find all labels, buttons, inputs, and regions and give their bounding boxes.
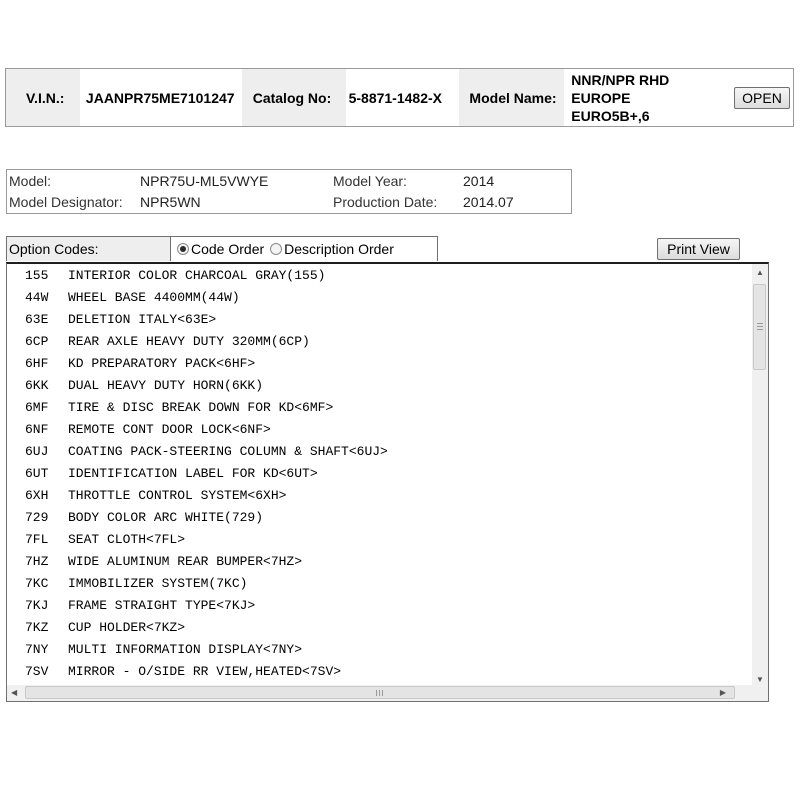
option-code: 7KJ <box>25 598 49 613</box>
option-description: TIRE & DISC BREAK DOWN FOR KD<6MF> <box>68 400 334 415</box>
description-order-label[interactable]: Description Order <box>284 241 394 257</box>
model-name-line: EUROPE <box>571 89 631 106</box>
option-description: IDENTIFICATION LABEL FOR KD<6UT> <box>68 466 318 481</box>
option-code: 7KC <box>25 576 49 591</box>
scroll-up-icon[interactable]: ▲ <box>756 268 764 277</box>
option-description: INTERIOR COLOR CHARCOAL GRAY(155) <box>68 268 326 283</box>
option-description: WIDE ALUMINUM REAR BUMPER<7HZ> <box>68 554 303 569</box>
option-code: 6MF <box>25 400 49 415</box>
vin-label: V.I.N.: <box>6 69 80 126</box>
option-code: 6NF <box>25 422 49 437</box>
option-description: REMOTE CONT DOOR LOCK<6NF> <box>68 422 271 437</box>
option-code: 729 <box>25 510 49 525</box>
print-view-button[interactable]: Print View <box>657 238 740 260</box>
scroll-down-icon[interactable]: ▼ <box>756 675 764 684</box>
description-order-radio[interactable] <box>270 241 394 257</box>
vertical-scrollbar[interactable] <box>752 264 768 686</box>
option-code: 6CP <box>25 334 49 349</box>
catalog-label: Catalog No: <box>242 69 346 126</box>
option-description: SEAT CLOTH<7FL> <box>68 532 186 547</box>
model-year-value: 2014 <box>463 173 495 189</box>
model-name-cell <box>564 69 793 126</box>
horizontal-scrollbar[interactable] <box>7 685 752 701</box>
option-code: 6UT <box>25 466 49 481</box>
option-code: 63E <box>25 312 49 327</box>
model-year-label: Model Year: <box>333 173 407 189</box>
model-name-line: NNR/NPR RHD <box>571 71 670 88</box>
option-code: 155 <box>25 268 49 283</box>
model-info-row <box>7 192 571 213</box>
option-description: DUAL HEAVY DUTY HORN(6KK) <box>68 378 264 393</box>
option-description: CUP HOLDER<7KZ> <box>68 620 186 635</box>
option-description: IMMOBILIZER SYSTEM(7KC) <box>68 576 248 591</box>
option-code: 6XH <box>25 488 49 503</box>
option-codes-bar <box>6 236 438 261</box>
option-code: 7HZ <box>25 554 49 569</box>
model-name-value <box>571 71 731 125</box>
option-code: 6HF <box>25 356 49 371</box>
option-code: 7FL <box>25 532 49 547</box>
option-description: REAR AXLE HEAVY DUTY 320MM(6CP) <box>68 334 310 349</box>
vertical-scroll-thumb[interactable] <box>753 284 766 370</box>
model-info-row <box>7 171 571 192</box>
option-codes-list[interactable] <box>6 262 769 702</box>
option-code: 6UJ <box>25 444 49 459</box>
scroll-left-icon[interactable]: ◀ <box>11 688 18 697</box>
model-label: Model: <box>9 173 52 189</box>
production-date-value: 2014.07 <box>463 194 514 210</box>
option-description: KD PREPARATORY PACK<6HF> <box>68 356 256 371</box>
open-button[interactable]: OPEN <box>734 87 790 109</box>
option-description: WHEEL BASE 4400MM(44W) <box>68 290 240 305</box>
code-order-radio[interactable] <box>177 241 264 257</box>
vehicle-header <box>5 68 794 127</box>
production-date-label: Production Date: <box>333 194 438 210</box>
radio-selected-icon[interactable] <box>177 243 189 255</box>
grip-icon <box>757 323 763 330</box>
option-codes-label: Option Codes: <box>7 237 171 261</box>
scroll-corner <box>752 685 768 701</box>
option-description: MIRROR - O/SIDE RR VIEW,HEATED<7SV> <box>68 664 342 679</box>
scroll-right-icon[interactable]: ▶ <box>719 688 726 697</box>
option-description: MULTI INFORMATION DISPLAY<7NY> <box>68 642 303 657</box>
model-designator-label: Model Designator: <box>9 194 123 210</box>
model-designator-value: NPR5WN <box>140 194 201 210</box>
model-value: NPR75U-ML5VWYE <box>140 173 269 189</box>
option-description: DELETION ITALY<63E> <box>68 312 217 327</box>
option-description: FRAME STRAIGHT TYPE<7KJ> <box>68 598 256 613</box>
horizontal-scroll-thumb[interactable] <box>25 686 735 699</box>
code-order-label[interactable]: Code Order <box>191 241 265 257</box>
option-code: 7SV <box>25 664 49 679</box>
option-description: THROTTLE CONTROL SYSTEM<6XH> <box>68 488 287 503</box>
model-name-line: EURO5B+,6 <box>571 107 650 124</box>
sort-order-group <box>171 237 397 261</box>
catalog-value: 5-8871-1482-X <box>346 69 460 126</box>
option-codes-viewport <box>7 264 752 686</box>
model-info-table <box>6 169 572 214</box>
grip-icon <box>376 690 383 696</box>
vin-value: JAANPR75ME7101247 <box>80 69 242 126</box>
model-name-label: Model Name: <box>459 69 564 126</box>
option-description: COATING PACK-STEERING COLUMN & SHAFT<6UJ> <box>68 444 388 459</box>
option-code: 7NY <box>25 642 49 657</box>
option-code: 44W <box>25 290 49 305</box>
option-code: 6KK <box>25 378 49 393</box>
option-code: 7KZ <box>25 620 49 635</box>
radio-unselected-icon[interactable] <box>270 243 282 255</box>
option-description: BODY COLOR ARC WHITE(729) <box>68 510 264 525</box>
